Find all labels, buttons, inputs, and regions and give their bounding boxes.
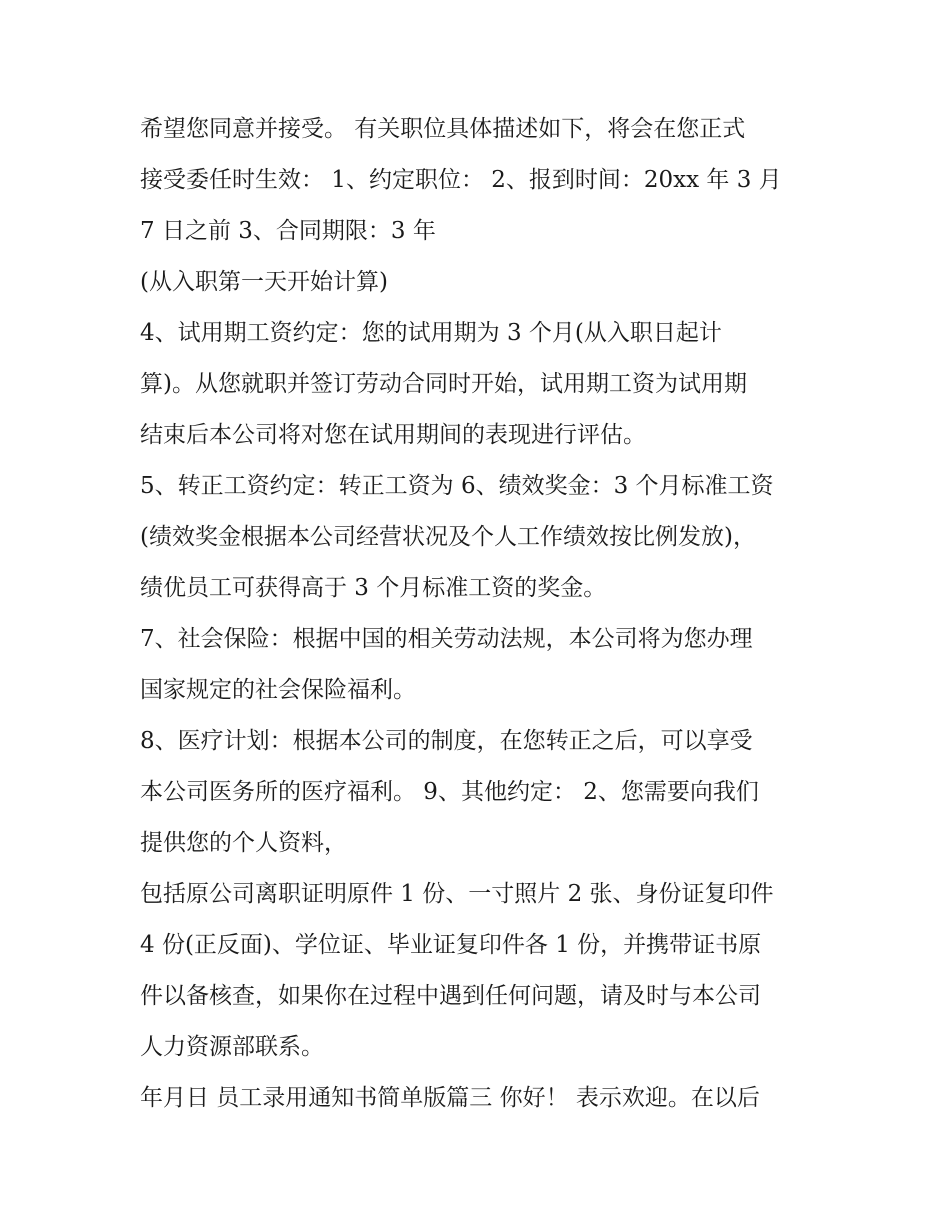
text-line: 本公司医务所的医疗福利。 9、其他约定： 2、您需要向我们 [140,779,759,805]
text-line: 4 份(正反面)、学位证、毕业证复印件各 1 份，并携带证书原 [140,932,762,958]
text-line: 算)。从您就职并签订劳动合同时开始，试用期工资为试用期 [140,371,747,397]
text-line: 人力资源部联系。 [140,1034,324,1060]
text-line: 希望您同意并接受。 有关职位具体描述如下，将会在您正式 [140,116,746,142]
text-line: 7 日之前 3、合同期限：3 年 [140,218,436,244]
document-body [140,104,820,1124]
text-line: (绩效奖金根据本公司经营状况及个人工作绩效按比例发放)， [140,524,756,550]
text-line: 8、医疗计划：根据本公司的制度，在您转正之后，可以享受 [140,728,753,754]
text-line: 结束后本公司将对您在试用期间的表现进行评估。 [140,422,646,448]
text-line: 4、试用期工资约定：您的试用期为 3 个月(从入职日起计 [140,320,722,346]
text-line: 接受委任时生效： 1、约定职位： 2、报到时间：20xx 年 3 月 [140,167,782,193]
text-line: 7、社会保险：根据中国的相关劳动法规，本公司将为您办理 [140,626,753,652]
text-line: (从入职第一天开始计算) [140,269,388,295]
text-line: 包括原公司离职证明原件 1 份、一寸照片 2 张、身份证复印件 [140,881,774,907]
text-line: 年月日 员工录用通知书简单版篇三 你好！ 表示欢迎。在以后 [140,1085,760,1111]
text-line: 提供您的个人资料， [140,830,347,856]
text-line: 国家规定的社会保险福利。 [140,677,416,703]
text-line: 5、转正工资约定：转正工资为 6、绩效奖金：3 个月标准工资 [140,473,774,499]
text-line: 绩优员工可获得高于 3 个月标准工资的奖金。 [140,575,607,601]
text-line: 件以备核查，如果你在过程中遇到任何问题，请及时与本公司 [140,983,761,1009]
